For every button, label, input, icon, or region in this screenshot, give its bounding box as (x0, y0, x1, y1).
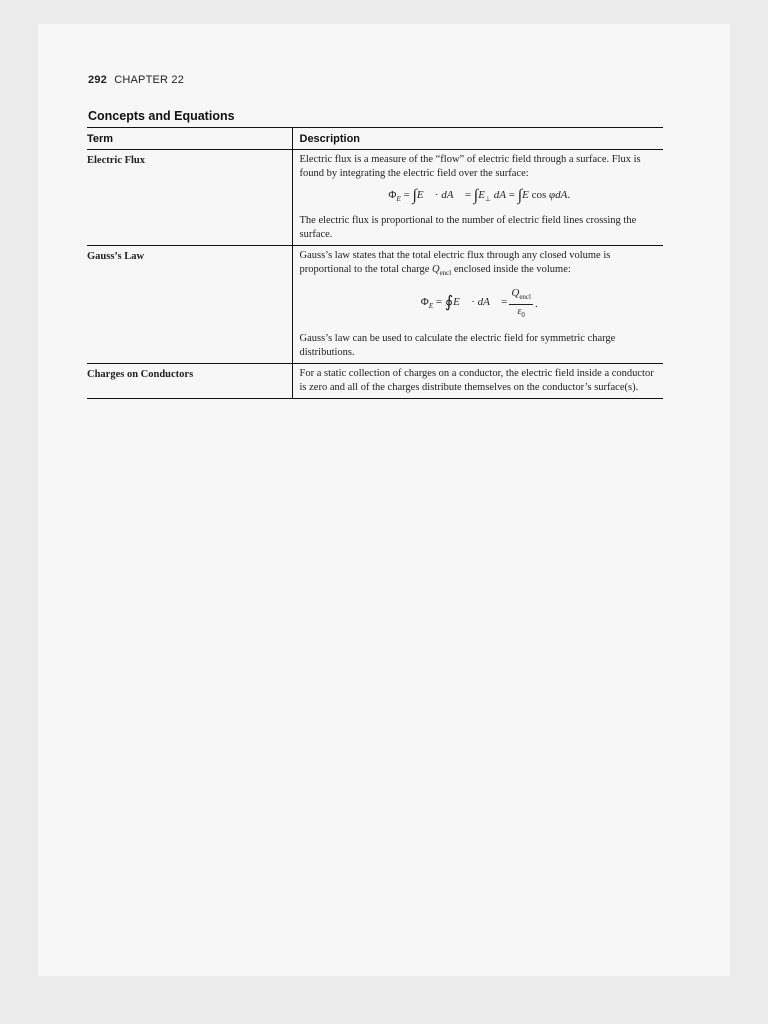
table-row (87, 364, 663, 399)
description-cell (292, 150, 663, 246)
page-number: 292 (88, 74, 107, 86)
description-text: The electric flux is proportional to the number of electric field lines crossing the surface. (299, 215, 637, 240)
chapter-label: CHAPTER 22 (114, 74, 185, 86)
description-cell (292, 246, 663, 364)
description-text: Electric flux is a measure of the “flow” of electric field through a surface. Flux is found by integrating the electric field over the surface: (299, 154, 641, 179)
term-cell: Electric Flux (87, 150, 292, 246)
description-cell: For a static collection of charges on a conductor, the electric field inside a conductor is zero and all of the charges distribute themselves on the conductor’s surface(s). (292, 364, 663, 399)
table-row (87, 246, 663, 364)
concepts-table (87, 127, 663, 399)
table-header-row (87, 128, 663, 150)
column-header-term: Term (87, 128, 292, 150)
column-header-description: Description (292, 128, 663, 150)
table-row (87, 150, 663, 246)
term-cell: Gauss’s Law (87, 246, 292, 364)
term-cell: Charges on Conductors (87, 364, 292, 399)
description-text: Gauss’s law can be used to calculate the electric field for symmetric charge distributions. (299, 333, 616, 358)
equation-gauss-law: $\Phi_E$ = ∮E⃗ · dA⃗ = $\frac{Q_{encl}}{\varepsilon_0}$ . (300, 287, 660, 322)
running-header (88, 74, 184, 86)
fraction: $\frac{Q_{encl}}{\varepsilon_0}$ (511, 287, 531, 320)
description-text: Gauss’s law states that the total electric flux through any closed volume is proportional to the total charge $Q_{encl}$ enclosed inside the volume: (299, 250, 611, 277)
section-title: Concepts and Equations (88, 109, 235, 123)
equation-electric-flux: $\Phi_E$ = ∫E⃗ · dA⃗ = $\int E_\perp$ dA = ∫E cos φdA. (388, 187, 571, 204)
